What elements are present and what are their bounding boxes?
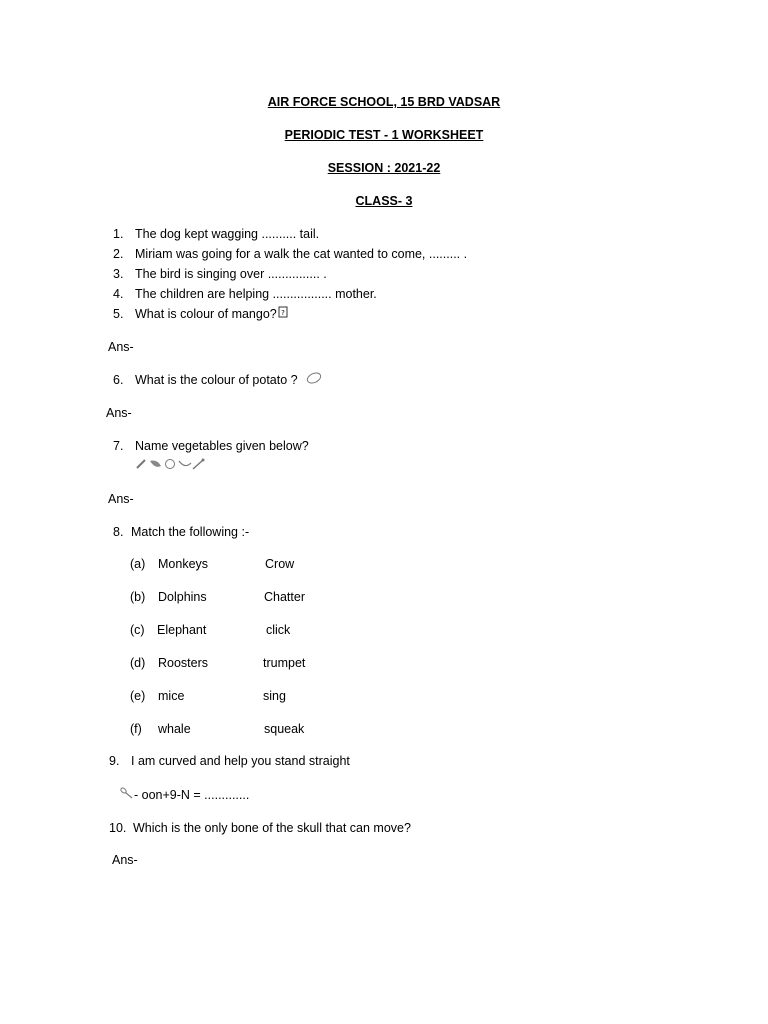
match-label: (f): [130, 722, 142, 736]
question-text: The children are helping ................. mother.: [135, 287, 377, 301]
question-number: 2.: [113, 247, 124, 261]
match-left: Monkeys: [158, 557, 209, 571]
question-number: 10.: [109, 821, 127, 835]
question-text: Which is the only bone of the skull that can move?: [133, 821, 411, 835]
answer-label: Ans-: [108, 340, 134, 354]
riddle-text: - oon+9-N = .............: [134, 788, 250, 802]
question-number: 4.: [113, 287, 124, 301]
question-text: Name vegetables given below?: [135, 439, 309, 453]
session-title: SESSION : 2021-22: [327, 161, 441, 175]
question-text: What is the colour of potato ?: [135, 373, 298, 387]
question-text: The dog kept wagging .......... tail.: [135, 227, 320, 241]
question-number: 7.: [113, 439, 124, 453]
answer-label: Ans-: [112, 853, 138, 867]
spoon-emoji-icon: [120, 787, 134, 803]
match-right: squeak: [264, 722, 305, 736]
answer-label: Ans-: [106, 406, 132, 420]
match-left: Elephant: [157, 623, 207, 637]
match-left: Roosters: [158, 656, 209, 670]
question-text: Match the following :-: [131, 525, 250, 539]
match-right: trumpet: [263, 656, 306, 670]
question-number: 6.: [113, 373, 124, 387]
potato-emoji-icon: [306, 372, 322, 388]
match-label: (b): [130, 590, 146, 604]
test-title: PERIODIC TEST - 1 WORKSHEET: [284, 128, 484, 142]
match-left: mice: [158, 689, 185, 703]
match-label: (d): [130, 656, 146, 670]
match-left: whale: [158, 722, 191, 736]
question-number: 9.: [109, 754, 120, 768]
question-text: The bird is singing over ............... .: [135, 267, 327, 281]
mango-emoji-icon: [278, 306, 288, 322]
svg-text:?: ?: [281, 309, 285, 317]
question-number: 3.: [113, 267, 124, 281]
match-right: sing: [263, 689, 286, 703]
match-label: (e): [130, 689, 146, 703]
match-right: Chatter: [264, 590, 305, 604]
class-title: CLASS- 3: [355, 194, 413, 208]
school-title: AIR FORCE SCHOOL, 15 BRD VADSAR: [267, 95, 501, 109]
question-text: I am curved and help you stand straight: [131, 754, 350, 768]
question-number: 5.: [113, 307, 124, 321]
question-number: 1.: [113, 227, 124, 241]
match-left: Dolphins: [158, 590, 207, 604]
question-text: Miriam was going for a walk the cat wanted to come, ......... .: [135, 247, 468, 261]
match-right: click: [266, 623, 291, 637]
question-text: What is colour of mango?: [135, 307, 277, 321]
match-label: (c): [130, 623, 145, 637]
question-number: 8.: [113, 525, 124, 539]
match-right: Crow: [265, 557, 295, 571]
match-label: (a): [130, 557, 146, 571]
answer-label: Ans-: [108, 492, 134, 506]
vegetables-emoji-icons: [135, 457, 207, 475]
